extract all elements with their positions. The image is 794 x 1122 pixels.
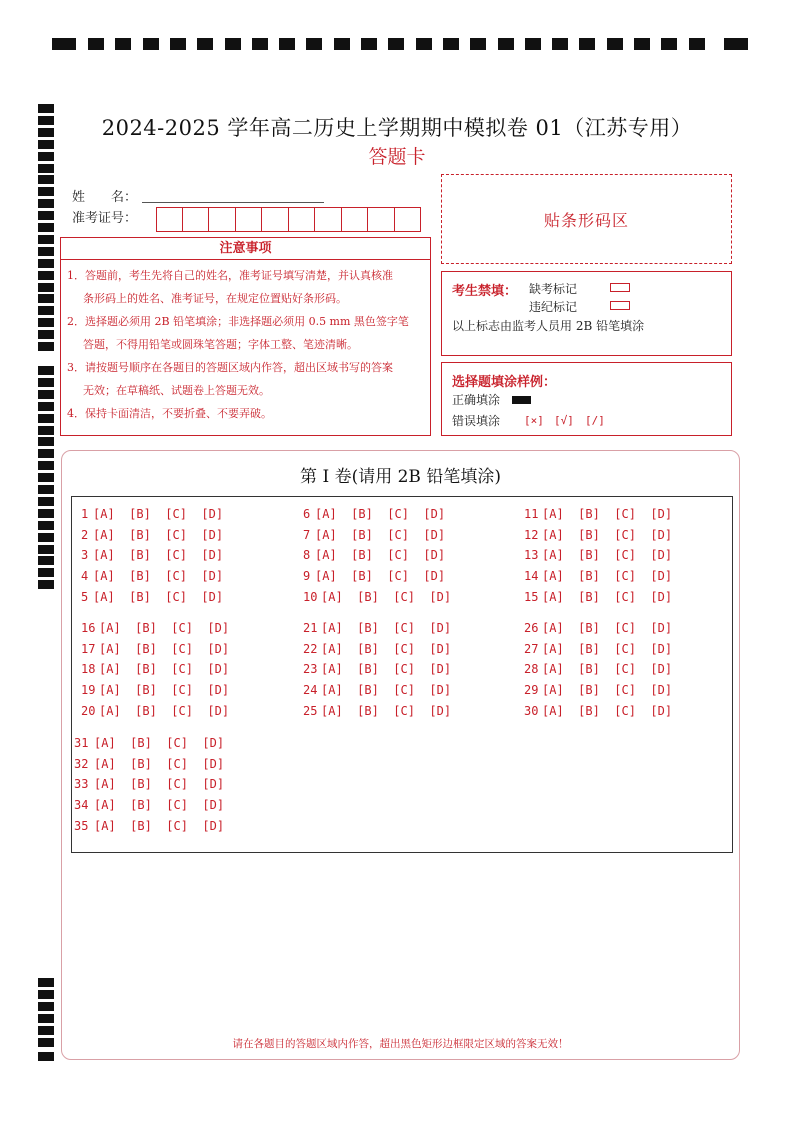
question-number: 16 — [81, 621, 96, 635]
timing-mark — [689, 38, 705, 50]
timing-mark — [416, 38, 432, 50]
timing-mark — [252, 38, 268, 50]
timing-mark — [443, 38, 459, 50]
question-row — [74, 736, 224, 750]
answer-options[interactable]: [A] [B] [C] [D] — [93, 527, 224, 542]
question-row — [303, 621, 451, 635]
timing-mark — [634, 38, 650, 50]
timing-mark — [38, 199, 54, 208]
timing-mark — [552, 38, 568, 50]
question-number: 33 — [74, 777, 89, 792]
question-number: 7 — [303, 527, 311, 542]
question-number: 31 — [74, 736, 89, 750]
question-number: 6 — [303, 507, 311, 521]
question-row — [81, 569, 223, 583]
barcode-label: 贴条形码区 — [543, 210, 629, 230]
question-row — [524, 569, 672, 583]
answer-options[interactable]: [A] [B] [C] [D] — [94, 756, 225, 771]
answer-options[interactable]: [A] [B] [C] [D] — [315, 548, 446, 563]
correct-fill-sample — [512, 396, 531, 404]
answer-options[interactable]: [A] [B] [C] [D] — [315, 569, 446, 584]
timing-mark — [38, 437, 54, 446]
id-digit-box[interactable] — [315, 207, 342, 232]
answer-options[interactable]: [A] [B] [C] [D] — [542, 569, 673, 584]
timing-mark — [38, 1002, 54, 1011]
question-row — [524, 548, 672, 562]
notice-title: 注意事项 — [61, 238, 430, 260]
wrong-fill-sample: [/] — [585, 414, 605, 427]
answer-options[interactable]: [A] [B] [C] [D] — [321, 683, 452, 698]
timing-mark — [38, 128, 54, 137]
answer-options[interactable]: [A] [B] [C] [D] — [94, 818, 225, 833]
timing-mark — [38, 556, 54, 565]
answer-options[interactable]: [A] [B] [C] [D] — [99, 621, 230, 635]
page-title: 2024-2025 学年高二历史上学期期中模拟卷 01（江苏专用） — [101, 116, 693, 140]
question-row — [524, 704, 672, 718]
question-row — [303, 507, 445, 521]
question-row — [81, 528, 223, 542]
answer-options[interactable]: [A] [B] [C] [D] — [542, 662, 673, 677]
timing-mark — [579, 38, 595, 50]
question-row — [74, 819, 224, 833]
fill-sample-title: 选择题填涂样例： — [452, 375, 557, 390]
question-row — [524, 662, 672, 676]
answer-options[interactable]: [A] [B] [C] [D] — [542, 683, 673, 698]
answer-options[interactable]: [A] [B] [C] [D] — [94, 798, 225, 813]
question-number: 24 — [303, 683, 318, 698]
footer-note: 请在各题目的答题区域内作答，超出黑色矩形边框限定区域的答案无效！ — [232, 1038, 569, 1050]
wrong-fill-sample: [×] — [524, 414, 544, 427]
question-row — [81, 590, 223, 604]
timing-mark — [38, 1038, 54, 1047]
question-row — [524, 621, 672, 635]
notice-item — [67, 310, 429, 356]
question-row — [74, 777, 224, 791]
question-row — [303, 662, 451, 676]
answer-options[interactable]: [A] [B] [C] [D] — [99, 683, 230, 698]
question-number: 22 — [303, 641, 318, 656]
timing-mark — [38, 414, 54, 423]
question-row — [81, 507, 223, 521]
answer-options[interactable]: [A] [B] [C] [D] — [542, 641, 673, 656]
timing-mark — [470, 38, 486, 50]
timing-mark — [38, 342, 54, 351]
timing-mark — [361, 38, 377, 50]
violation-mark-box[interactable] — [610, 301, 630, 310]
notice-item — [67, 402, 429, 425]
answer-options[interactable]: [A] [B] [C] [D] — [321, 589, 452, 604]
answer-options[interactable]: [A] [B] [C] [D] — [321, 641, 452, 656]
timing-mark — [525, 38, 541, 50]
question-number: 28 — [524, 662, 539, 677]
name-label: 姓 名： — [72, 190, 138, 205]
notice-line: 1．答题前，考生先将自己的姓名，准考证号填写清楚，并认真核准 — [67, 269, 393, 282]
timing-mark — [306, 38, 322, 50]
timing-mark — [38, 521, 54, 530]
answer-options[interactable]: [A] [B] [C] [D] — [93, 589, 224, 604]
id-digit-box[interactable] — [262, 207, 289, 232]
timing-mark — [38, 533, 54, 542]
answer-options[interactable]: [A] [B] [C] [D] — [315, 527, 446, 542]
timing-mark — [52, 38, 76, 50]
question-number: 2 — [81, 527, 89, 542]
timing-mark — [38, 449, 54, 458]
timing-mark — [661, 38, 677, 50]
timing-mark — [225, 38, 241, 50]
timing-mark — [38, 330, 54, 339]
violation-mark-label: 违纪标记 — [529, 300, 578, 314]
question-row — [81, 642, 229, 656]
notice-line: 答题，不得用铅笔或圆珠笔答题；字体工整、笔迹清晰。 — [83, 338, 358, 351]
id-digit-box[interactable] — [395, 207, 422, 232]
timing-mark — [38, 509, 54, 518]
notice-line: 条形码上的姓名、准考证号，在规定位置贴好条形码。 — [83, 292, 347, 305]
timing-mark — [197, 38, 213, 50]
timing-mark — [724, 38, 748, 50]
timing-mark — [38, 247, 54, 256]
id-digit-box[interactable] — [289, 207, 316, 232]
answer-options[interactable]: [A] [B] [C] [D] — [542, 703, 673, 718]
timing-mark — [607, 38, 623, 50]
examiner-only-title: 考生禁填： — [452, 284, 518, 299]
id-number-boxes[interactable] — [156, 207, 421, 232]
answer-options[interactable]: [A] [B] [C] [D] — [321, 703, 452, 718]
id-digit-box[interactable] — [209, 207, 236, 232]
question-row — [524, 507, 672, 521]
absent-mark-label: 缺考标记 — [529, 282, 578, 296]
timing-mark — [38, 580, 54, 589]
timing-mark — [38, 187, 54, 196]
timing-mark — [38, 306, 54, 315]
notice-line: 2．选择题必须用 2B 铅笔填涂；非选择题必须用 0.5 mm 黑色签字笔 — [67, 315, 409, 328]
question-number: 21 — [303, 621, 318, 635]
answer-options[interactable]: [A] [B] [C] [D] — [321, 662, 452, 677]
answer-options[interactable]: [A] [B] [C] [D] — [94, 777, 225, 792]
timing-mark — [38, 390, 54, 399]
question-number: 8 — [303, 548, 311, 563]
name-field[interactable] — [142, 202, 324, 203]
question-number: 17 — [81, 641, 96, 656]
section-one-title: 第 I 卷(请用 2B 铅笔填涂) — [300, 467, 501, 487]
question-number: 29 — [524, 683, 539, 698]
question-row — [524, 590, 672, 604]
timing-mark — [38, 978, 54, 987]
question-row — [303, 528, 445, 542]
timing-mark — [388, 38, 404, 50]
notice-line: 无效；在草稿纸、试题卷上答题无效。 — [83, 384, 270, 397]
timing-mark — [38, 223, 54, 232]
timing-mark — [38, 235, 54, 244]
id-digit-box[interactable] — [236, 207, 263, 232]
question-number: 19 — [81, 683, 96, 698]
wrong-fill-label: 错误填涂 — [452, 414, 501, 428]
id-digit-box[interactable] — [368, 207, 395, 232]
question-row — [303, 704, 451, 718]
timing-mark — [38, 211, 54, 220]
timing-mark — [38, 283, 54, 292]
answer-options[interactable]: [A] [B] [C] [D] — [542, 589, 673, 604]
question-row — [81, 621, 229, 635]
id-label: 准考证号： — [72, 211, 138, 226]
timing-mark — [38, 259, 54, 268]
timing-mark — [38, 545, 54, 554]
answer-options[interactable]: [A] [B] [C] [D] — [94, 736, 225, 750]
timing-mark — [334, 38, 350, 50]
question-row — [74, 798, 224, 812]
question-number: 1 — [81, 507, 89, 521]
question-number: 25 — [303, 703, 318, 718]
timing-mark — [115, 38, 131, 50]
timing-mark — [279, 38, 295, 50]
question-row — [74, 757, 224, 771]
timing-mark — [38, 473, 54, 482]
top-timing-marks — [52, 38, 750, 52]
timing-mark — [38, 366, 54, 375]
question-number: 26 — [524, 621, 539, 635]
notice-box — [60, 237, 431, 436]
answer-options[interactable]: [A] [B] [C] [D] — [99, 662, 230, 677]
timing-mark — [170, 38, 186, 50]
answer-options[interactable]: [A] [B] [C] [D] — [93, 507, 224, 521]
question-number: 23 — [303, 662, 318, 677]
question-row — [303, 683, 451, 697]
answer-options[interactable]: [A] [B] [C] [D] — [321, 621, 452, 635]
timing-mark — [38, 271, 54, 280]
question-row — [81, 683, 229, 697]
question-row — [524, 683, 672, 697]
timing-mark — [38, 426, 54, 435]
question-row — [81, 704, 229, 718]
question-number: 4 — [81, 569, 89, 584]
question-number: 32 — [74, 756, 89, 771]
question-row — [81, 548, 223, 562]
answer-options[interactable]: [A] [B] [C] [D] — [93, 548, 224, 563]
question-row — [524, 528, 672, 542]
question-number: 20 — [81, 703, 96, 718]
timing-mark — [38, 497, 54, 506]
notice-item — [67, 264, 429, 310]
question-row — [303, 642, 451, 656]
question-number: 12 — [524, 527, 539, 542]
answer-options[interactable]: [A] [B] [C] [D] — [542, 507, 673, 521]
timing-mark — [88, 38, 104, 50]
question-number: 35 — [74, 818, 89, 833]
answer-options[interactable]: [A] [B] [C] [D] — [542, 548, 673, 563]
question-number: 3 — [81, 548, 89, 563]
absent-mark-box[interactable] — [610, 283, 630, 292]
timing-mark — [38, 1026, 54, 1035]
notice-item — [67, 356, 429, 402]
barcode-area — [441, 174, 732, 264]
timing-mark — [38, 1052, 54, 1061]
question-number: 27 — [524, 641, 539, 656]
timing-mark — [38, 568, 54, 577]
question-row — [303, 590, 451, 604]
answer-options[interactable]: [A] [B] [C] [D] — [93, 569, 224, 584]
wrong-fill-sample: [√] — [554, 414, 574, 427]
timing-mark — [38, 990, 54, 999]
answer-options[interactable]: [A] [B] [C] [D] — [315, 507, 446, 521]
correct-fill-label: 正确填涂 — [452, 393, 501, 407]
timing-mark — [498, 38, 514, 50]
timing-mark — [38, 175, 54, 184]
fill-sample-box — [441, 362, 732, 436]
timing-mark — [38, 461, 54, 470]
question-row — [303, 548, 445, 562]
question-number: 5 — [81, 589, 89, 604]
id-digit-box[interactable] — [183, 207, 210, 232]
id-digit-box[interactable] — [156, 207, 183, 232]
question-number: 30 — [524, 703, 539, 718]
timing-mark — [38, 1014, 54, 1023]
question-row — [303, 569, 445, 583]
answer-options[interactable]: [A] [B] [C] [D] — [99, 641, 230, 656]
id-digit-box[interactable] — [342, 207, 369, 232]
timing-mark — [38, 378, 54, 387]
question-number: 10 — [303, 589, 318, 604]
question-row — [81, 662, 229, 676]
timing-mark — [38, 318, 54, 327]
timing-mark — [38, 104, 54, 113]
question-number: 14 — [524, 569, 539, 584]
answer-options[interactable]: [A] [B] [C] [D] — [542, 527, 673, 542]
question-number: 13 — [524, 548, 539, 563]
question-number: 18 — [81, 662, 96, 677]
timing-mark — [38, 140, 54, 149]
question-number: 15 — [524, 589, 539, 604]
question-number: 11 — [524, 507, 539, 521]
page-subtitle: 答题卡 — [368, 146, 426, 168]
timing-mark — [143, 38, 159, 50]
question-row — [524, 642, 672, 656]
question-number: 9 — [303, 569, 311, 584]
timing-mark — [38, 116, 54, 125]
examiner-note: 以上标志由监考人员用 2B 铅笔填涂 — [452, 319, 645, 333]
notice-line: 3．请按题号顺序在各题目的答题区域内作答，超出区域书写的答案 — [67, 361, 393, 374]
timing-mark — [38, 152, 54, 161]
question-number: 34 — [74, 798, 89, 813]
answer-options[interactable]: [A] [B] [C] [D] — [99, 703, 230, 718]
timing-mark — [38, 402, 54, 411]
examiner-only-box — [441, 271, 732, 356]
answer-options[interactable]: [A] [B] [C] [D] — [542, 621, 673, 635]
timing-mark — [38, 294, 54, 303]
notice-line: 4．保持卡面清洁，不要折叠、不要弄破。 — [67, 407, 272, 420]
timing-mark — [38, 164, 54, 173]
timing-mark — [38, 485, 54, 494]
